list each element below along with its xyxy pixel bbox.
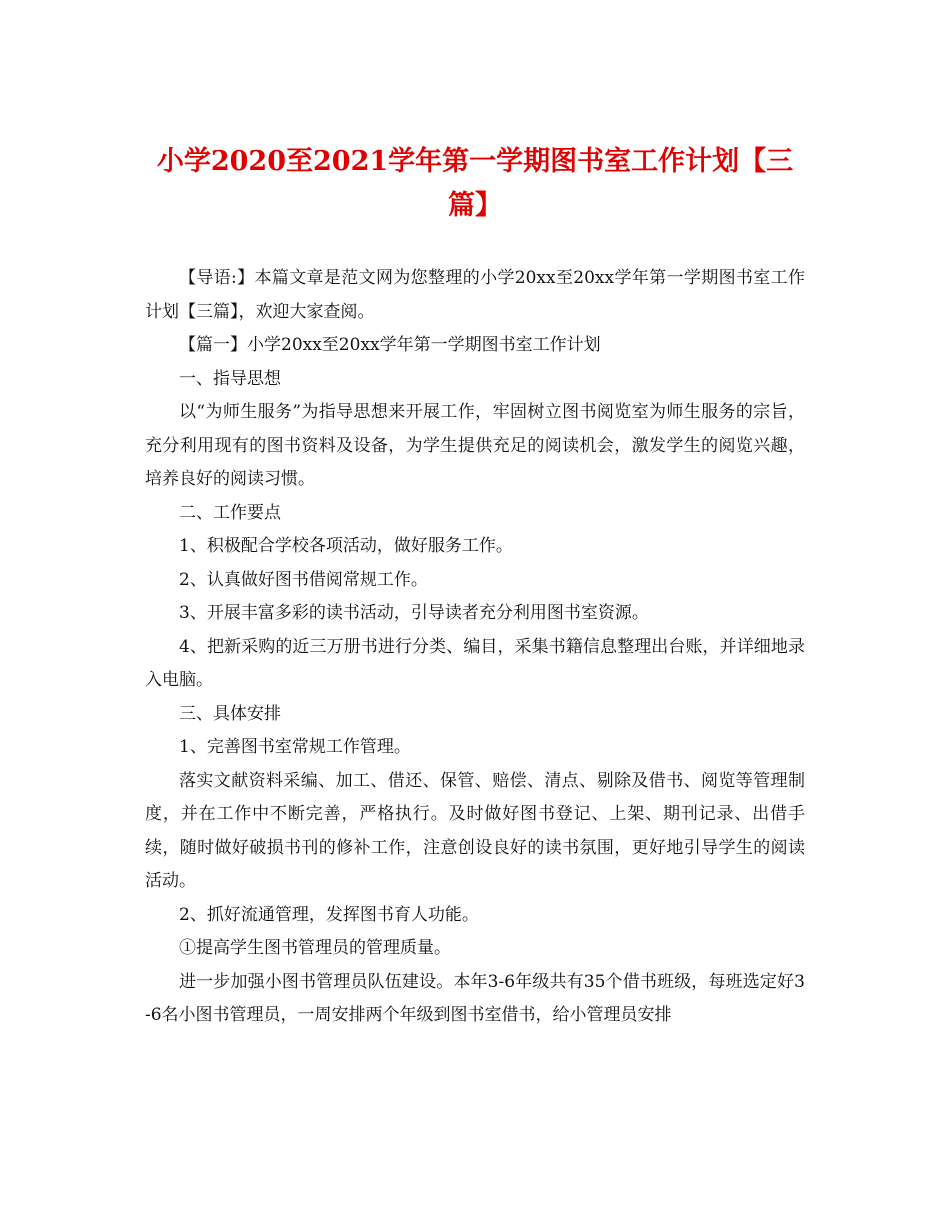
list-item-key-point-1: 1、积极配合学校各项活动，做好服务工作。 [179,536,513,556]
paragraph-guiding-thought: 以“为师生服务”为指导思想来开展工作，牢固树立图书阅览室为师生服务的宗旨，充分利用现有的图书资料及设备，为学生提供充足的阅读机会，激发学生的阅览兴趣，培养良好的阅读习惯。 [145,402,805,489]
list-item-key-point-4: 4、把新采购的近三万册书进行分类、编目，采集书籍信息整理出台账，并详细地录入电脑。 [145,636,805,690]
section-heading-arrangements: 三、具体安排 [179,703,281,724]
paragraph-student-librarians: 进一步加强小图书管理员队伍建设。本年3-6年级共有35个借书班级，每班选定好3-6名小图书管理员，一周安排两个年级到图书室借书，给小管理员安排 [145,971,805,1025]
paragraph-intro: 【导语:】本篇文章是范文网为您整理的小学20xx至20xx学年第一学期图书室工作计划【三篇】，欢迎大家查阅。 [145,268,805,322]
list-item-key-point-2: 2、认真做好图书借阅常规工作。 [179,569,428,590]
section-heading-key-points: 二、工作要点 [179,502,281,523]
subheading-routine-management: 1、完善图书室常规工作管理。 [179,737,411,757]
list-item-key-point-3: 3、开展丰富多彩的读书活动，引导读者充分利用图书室资源。 [179,603,649,623]
subheading-student-librarians: ①提高学生图书管理员的管理质量。 [179,938,451,958]
document-title: 小学2020至2021学年第一学期图书室工作计划【三篇】 [156,146,794,221]
paragraph-routine-management: 落实文献资料采编、加工、借还、保管、赔偿、清点、剔除及借书、阅览等管理制度，并在工作中不断完善，严格执行。及时做好图书登记、上架、期刊记录、出借手续，随时做好破损书刊的修补工作，注意创设良好的读书氛围，更好地引导学生的阅读活动。 [145,770,805,891]
document-body [145,262,805,1033]
paragraph-part-one-heading: 【篇一】小学20xx至20xx学年第一学期图书室工作计划 [179,335,601,355]
section-heading-guiding-thought: 一、指导思想 [179,368,281,389]
subheading-circulation-management: 2、抓好流通管理，发挥图书育人功能。 [179,904,479,925]
